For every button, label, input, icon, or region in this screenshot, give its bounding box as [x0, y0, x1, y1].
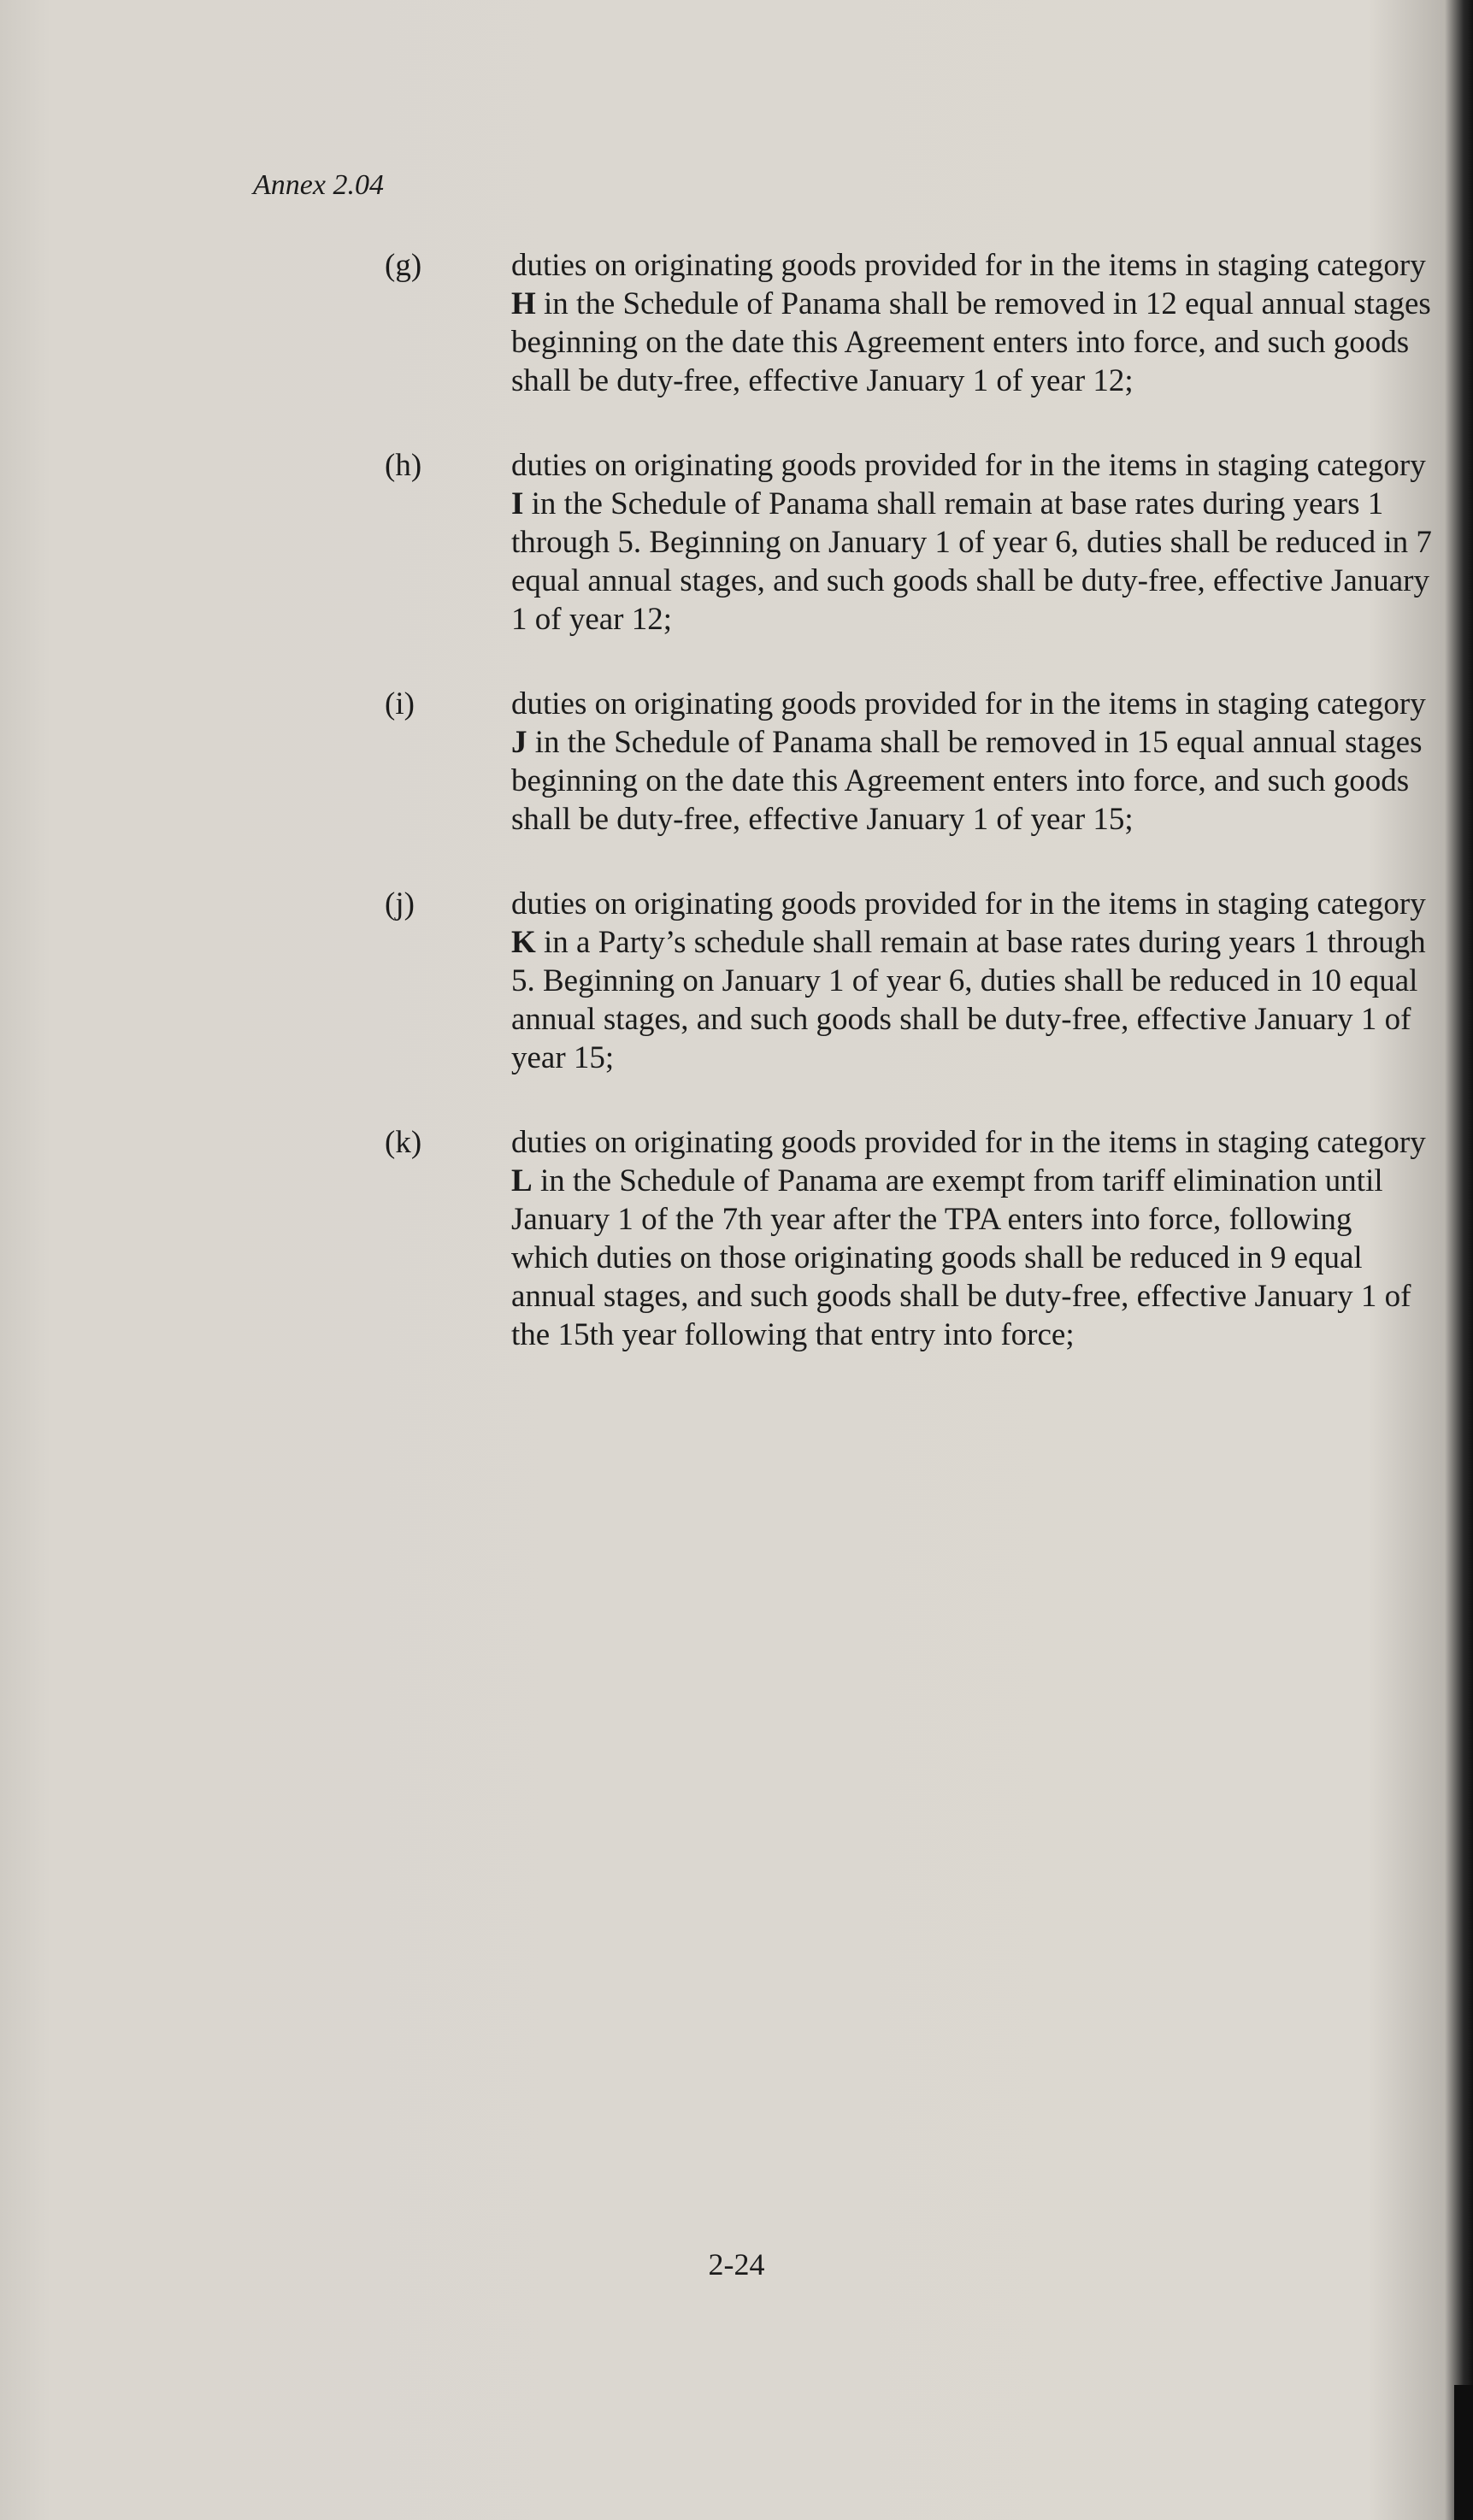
clause-text: [511, 246, 1435, 400]
clause-k: [0, 1123, 1473, 1354]
clause-i: [0, 685, 1473, 839]
annex-header: Annex 2.04: [253, 169, 384, 201]
page-number: 2-24: [708, 2247, 765, 2282]
staging-category: K: [511, 925, 536, 960]
clause-text-pre: duties on originating goods provided for in the items in staging category: [511, 686, 1426, 721]
clause-text-pre: duties on originating goods provided for in the items in staging category: [511, 1125, 1426, 1160]
clause-text-post: in the Schedule of Panama shall be removed in 12 equal annual stages beginning on the date this Agreement enters into force, and such goods shall be duty-free, effective January 1 of year 12;: [511, 286, 1431, 398]
clause-text-post: in the Schedule of Panama shall remain at base rates during years 1 through 5. Beginning on January 1 of year 6, duties shall be reduced in 7 equal annual stages, and such goods shall be duty-free, effective January 1 of year 12;: [511, 486, 1432, 637]
clause-text-post: in a Party’s schedule shall remain at base rates during years 1 through 5. Beginning on January 1 of year 6, duties shall be reduced in 10 equal annual stages, and such goods shall be duty-free, effective January 1 of year 15;: [511, 925, 1426, 1075]
page-edge-shadow: [1454, 2385, 1473, 2520]
clause-label: (i): [385, 686, 415, 721]
clause-text: [511, 1123, 1435, 1354]
clause-text-post: in the Schedule of Panama are exempt from tariff elimination until January 1 of the 7th year after the TPA enters into force, following which duties on those originating goods shall be reduced in 9 equal annual stages, and such goods shall be duty-free, effective January 1 of the 15th year following that entry into force;: [511, 1163, 1411, 1352]
clause-j: [0, 885, 1473, 1077]
clause-text: [511, 885, 1435, 1077]
staging-category: I: [511, 486, 524, 521]
clause-label: (j): [385, 886, 415, 921]
clause-g: [0, 246, 1473, 400]
clause-text: [511, 446, 1435, 639]
staging-category: L: [511, 1163, 533, 1198]
clause-text-pre: duties on originating goods provided for in the items in staging category: [511, 448, 1426, 483]
clause-text-pre: duties on originating goods provided for in the items in staging category: [511, 886, 1426, 921]
clause-text-pre: duties on originating goods provided for in the items in staging category: [511, 248, 1426, 283]
staging-category: H: [511, 286, 536, 321]
clause-list: [0, 246, 1473, 1400]
clause-text-post: in the Schedule of Panama shall be removed in 15 equal annual stages beginning on the date this Agreement enters into force, and such goods shall be duty-free, effective January 1 of year 15;: [511, 725, 1423, 837]
clause-h: [0, 446, 1473, 639]
staging-category: J: [511, 725, 527, 760]
clause-label: (g): [385, 248, 422, 283]
clause-text: [511, 685, 1435, 839]
clause-label: (k): [385, 1125, 422, 1160]
clause-label: (h): [385, 448, 422, 483]
